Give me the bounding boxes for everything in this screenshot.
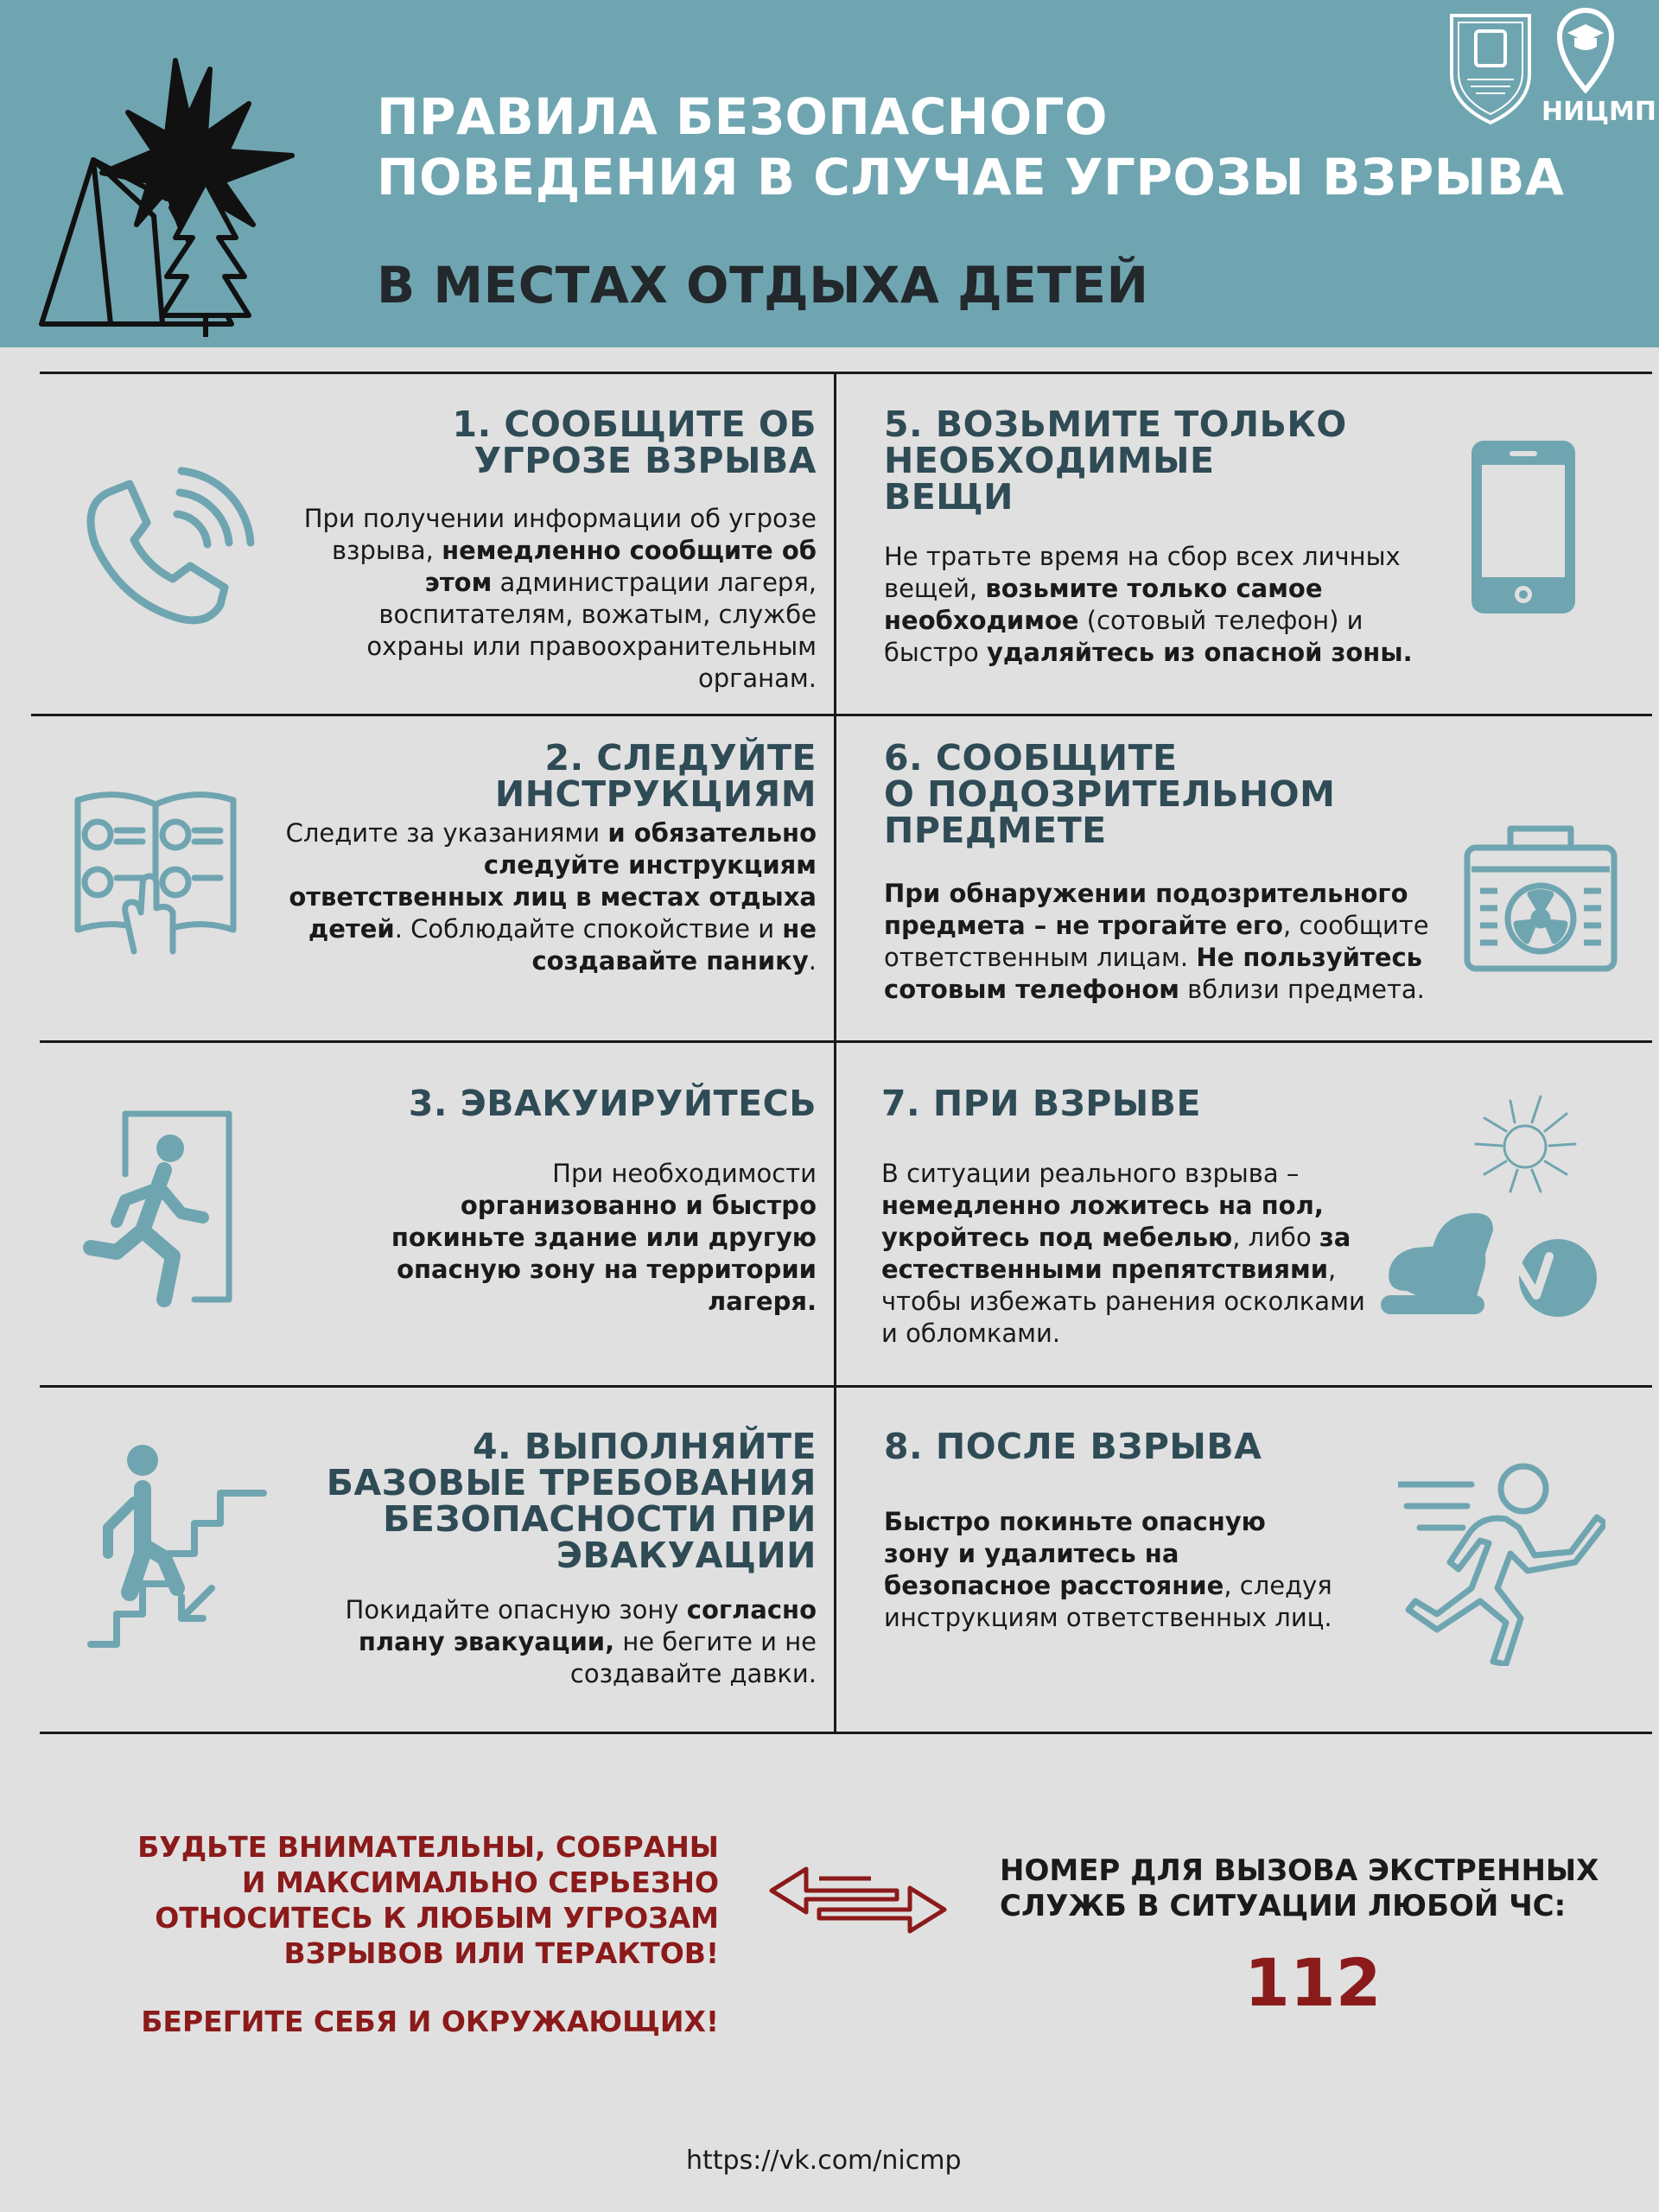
body-emphasis: и обязательно следуйте инструкциям ответственных лиц в местах отдыха детей xyxy=(289,818,817,944)
body-text: вблизи предмета. xyxy=(1179,975,1425,1004)
section-title xyxy=(881,1085,1201,1122)
section-body xyxy=(884,878,1454,1006)
stairs-down-icon xyxy=(82,1441,272,1649)
instruction-book-icon xyxy=(65,783,246,956)
section-title xyxy=(884,1428,1262,1465)
section-title-line: ПРЕДМЕТЕ xyxy=(884,810,1107,851)
warning-line: ВЗРЫВОВ ИЛИ ТЕРАКТОВ! xyxy=(283,1936,719,1970)
section-body xyxy=(333,1158,817,1318)
section-title-line: О ПОДОЗРИТЕЛЬНОМ xyxy=(884,773,1336,815)
running-man-icon xyxy=(1398,1459,1605,1666)
graduation-pin-icon xyxy=(1555,3,1616,93)
section-title-line: 2. СЛЕДУЙТЕ xyxy=(544,737,817,779)
section-title xyxy=(884,404,1347,518)
body-emphasis: При обнаружении подозрительного предмета – не трогайте его xyxy=(884,879,1408,940)
section-title-line: 3. ЭВАКУИРУЙТЕСЬ xyxy=(408,1083,817,1124)
section-title-line: БЕЗОПАСНОСТИ ПРИ xyxy=(383,1498,817,1540)
emergency-label-line: НОМЕР ДЛЯ ВЫЗОВА ЭКСТРЕННЫХ xyxy=(1000,1853,1599,1888)
warning-text xyxy=(137,1829,719,1971)
body-text: администрации лагеря, воспитателям, вожатым, службе охраны или правоохранительным органам. xyxy=(366,568,817,693)
divider xyxy=(40,1732,1652,1734)
body-text: При необходимости xyxy=(552,1159,817,1188)
emergency-label-line: СЛУЖБ В СИТУАЦИИ ЛЮБОЙ ЧС: xyxy=(1000,1889,1567,1923)
section-title-line: 5. ВОЗЬМИТЕ ТОЛЬКО xyxy=(884,404,1347,445)
section-5 xyxy=(836,372,1652,714)
section-body xyxy=(884,541,1437,669)
section-1 xyxy=(35,372,834,714)
section-7 xyxy=(836,1040,1652,1385)
suspicious-case-icon xyxy=(1463,822,1618,973)
body-emphasis: немедленно ложитесь на пол, укройтесь под мебелью xyxy=(881,1191,1324,1252)
section-title xyxy=(494,737,817,815)
body-text: не бегите и не создавайте давки. xyxy=(569,1627,817,1688)
body-emphasis: Не пользуйтесь сотовым телефоном xyxy=(884,943,1423,1004)
section-8 xyxy=(836,1385,1652,1732)
body-text: Следите за указаниями xyxy=(285,818,608,848)
shield-emblem-icon xyxy=(1443,5,1538,126)
section-body xyxy=(881,1158,1365,1350)
body-text: При получении информации об угрозе взрыва, xyxy=(303,504,817,565)
body-text: , сообщите ответственным лицам. xyxy=(884,911,1429,972)
section-title xyxy=(453,406,817,479)
section-4 xyxy=(35,1385,834,1732)
section-body xyxy=(333,1594,817,1690)
exit-door-icon xyxy=(73,1105,246,1313)
body-text: Не тратьте время на сбор всех личных вещей, xyxy=(884,542,1401,603)
body-text: , либо xyxy=(1232,1223,1319,1252)
title-line-1: ПРАВИЛА БЕЗОПАСНОГО xyxy=(377,87,1108,146)
emergency-number[interactable]: 112 xyxy=(1244,1944,1382,2021)
body-emphasis: удаляйтесь из опасной зоны. xyxy=(987,638,1413,667)
footer-link[interactable]: https://vk.com/nicmp xyxy=(686,2145,962,2176)
title-line-2: ПОВЕДЕНИЯ В СЛУЧАЕ УГРОЗЫ ВЗРЫВА xyxy=(377,148,1565,207)
section-title-line: ВЕЩИ xyxy=(884,476,1014,518)
section-title-line: 6. СООБЩИТЕ xyxy=(884,737,1178,779)
section-title-line: БАЗОВЫЕ ТРЕБОВАНИЯ xyxy=(326,1462,817,1503)
page-subtitle: В МЕСТАХ ОТДЫХА ДЕТЕЙ xyxy=(377,256,1149,315)
body-emphasis: согласно плану эвакуации, xyxy=(358,1595,817,1656)
section-title-line: ЭВАКУАЦИИ xyxy=(556,1535,817,1576)
body-emphasis: возьмите только самое необходимое xyxy=(884,574,1323,635)
section-3 xyxy=(35,1040,834,1385)
body-text: . Соблюдайте спокойствие и xyxy=(394,914,783,944)
section-title-line: 4. ВЫПОЛНЯЙТЕ xyxy=(472,1426,817,1467)
body-emphasis: за естественными препятствиями xyxy=(881,1223,1351,1284)
section-title-line: 8. ПОСЛЕ ВЗРЫВА xyxy=(884,1426,1262,1467)
body-text: , чтобы избежать ранения осколками и обломками. xyxy=(881,1255,1365,1348)
section-title xyxy=(409,1085,817,1122)
logo-text: НИЦМП xyxy=(1541,97,1657,127)
explosion-cover-icon xyxy=(1381,1084,1605,1317)
warning-line: ОТНОСИТЕСЬ К ЛЮБЫМ УГРОЗАМ xyxy=(155,1901,719,1935)
section-title-line: УГРОЗЕ ВЗРЫВА xyxy=(474,440,817,481)
section-title-line: НЕОБХОДИМЫЕ xyxy=(884,440,1215,481)
body-text: (сотовый телефон) и быстро xyxy=(884,606,1363,667)
section-title xyxy=(884,737,1336,851)
body-text: В ситуации реального взрыва – xyxy=(881,1159,1300,1188)
warning-line: БУДЬТЕ ВНИМАТЕЛЬНЫ, СОБРАНЫ xyxy=(137,1830,719,1864)
body-text: . xyxy=(808,946,817,976)
body-text: Покидайте опасную зону xyxy=(345,1595,687,1624)
phone-call-icon xyxy=(78,458,285,631)
section-body xyxy=(272,817,817,977)
section-title-line: ИНСТРУКЦИЯМ xyxy=(494,773,817,815)
double-arrow-icon xyxy=(767,1865,949,1936)
care-text: БЕРЕГИТЕ СЕБЯ И ОКРУЖАЮЩИХ! xyxy=(141,2005,719,2038)
body-emphasis: организованно и быстро покиньте здание или другую опасную зону на территории лагеря. xyxy=(391,1191,817,1316)
page-title xyxy=(377,86,1564,207)
section-title xyxy=(326,1426,817,1576)
body-emphasis: немедленно сообщите об этом xyxy=(424,536,817,597)
section-title-line: 1. СООБЩИТЕ ОБ xyxy=(452,404,817,445)
section-2 xyxy=(35,714,834,1040)
emergency-label xyxy=(1000,1853,1599,1924)
body-emphasis: не создавайте панику xyxy=(531,914,817,976)
body-text: , следуя инструкциям ответственных лиц. xyxy=(884,1571,1332,1632)
body-emphasis: Быстро покиньте опасную зону и удалитесь на безопасное расстояние xyxy=(884,1507,1266,1600)
section-6 xyxy=(836,714,1652,1040)
section-body xyxy=(884,1506,1333,1634)
tent-explosion-icon xyxy=(33,52,327,337)
warning-line: И МАКСИМАЛЬНО СЕРЬЕЗНО xyxy=(241,1866,719,1899)
smartphone-icon xyxy=(1471,441,1575,613)
section-title-line: 7. ПРИ ВЗРЫВЕ xyxy=(881,1083,1201,1124)
section-body xyxy=(298,503,817,695)
